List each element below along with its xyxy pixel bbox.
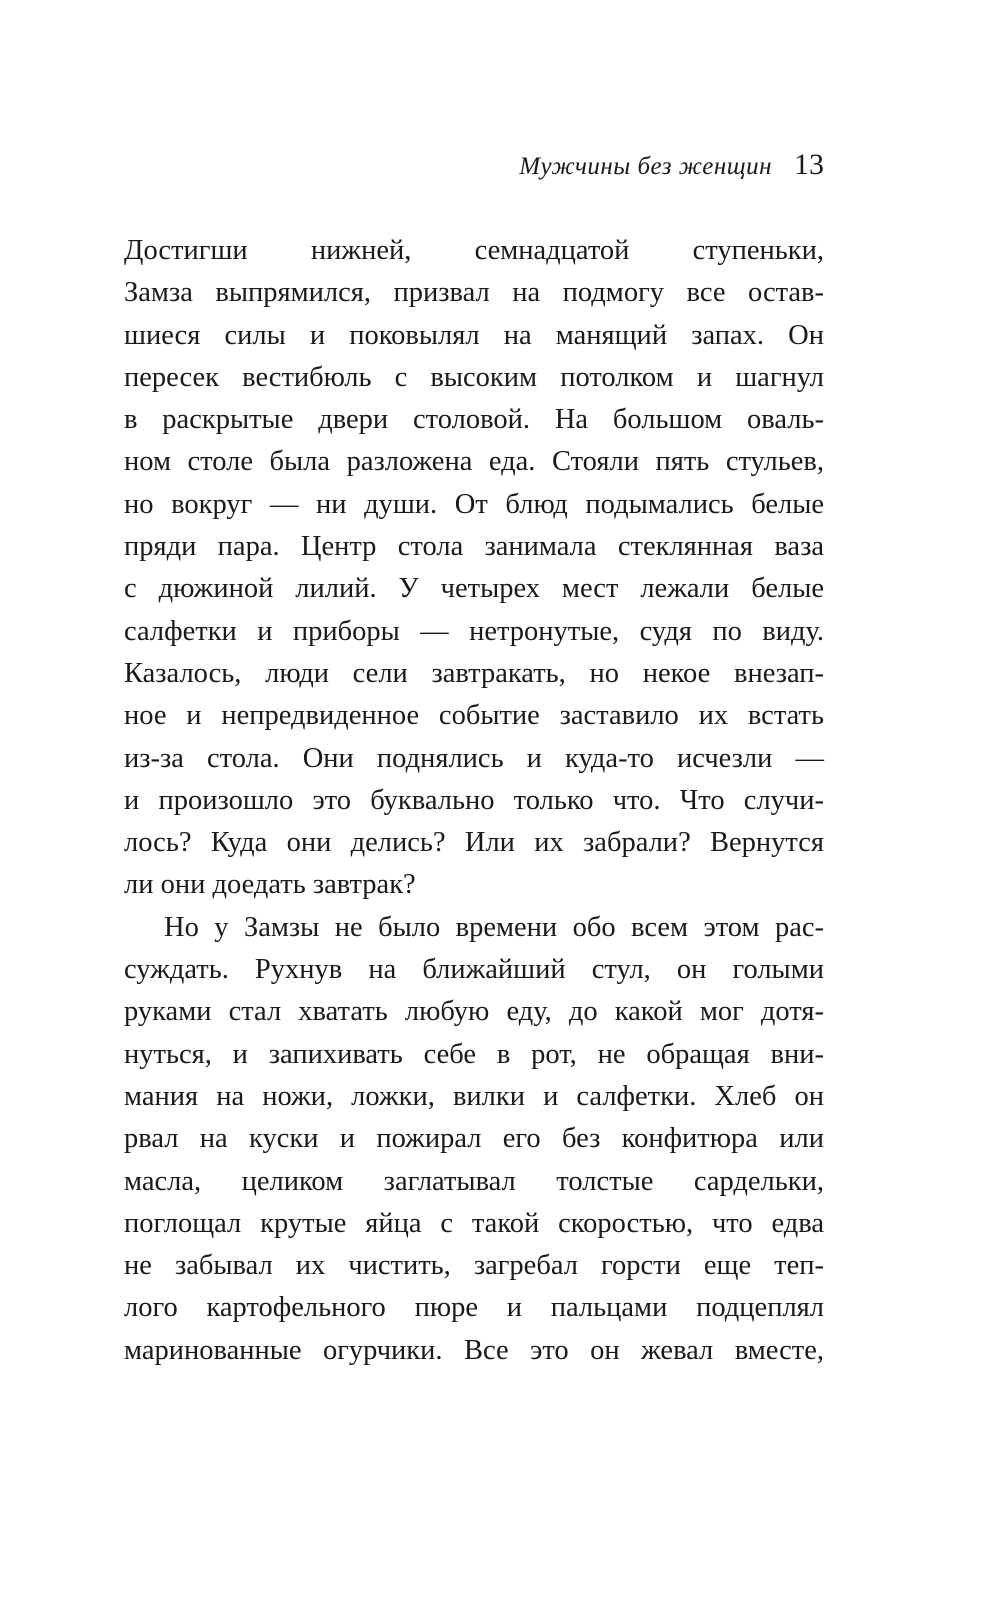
text-line: Но у Замзы не было времени обо всем этом рас- <box>164 911 824 943</box>
text-line: ное и непредвиденное событие заставило их встать <box>124 700 824 732</box>
text-line: Казалось, люди сели завтракать, но некое внезап- <box>124 657 824 689</box>
text-line: поглощал крутые яйца с такой скоростью, что едва <box>124 1207 824 1239</box>
running-head <box>124 148 824 188</box>
text-line: в раскрытые двери столовой. На большом оваль- <box>124 404 824 436</box>
text-line: лось? Куда они делись? Или их забрали? Вернутся <box>124 827 824 859</box>
body-text <box>124 230 824 1372</box>
text-line: не забывал их чистить, загребал горсти еще теп- <box>124 1250 824 1282</box>
text-line: маринованные огурчики. Все это он жевал вместе, <box>124 1334 824 1366</box>
text-line: но вокруг — ни души. От блюд подымались белые <box>124 488 824 520</box>
text-line: мания на ножи, ложки, вилки и салфетки. Хлеб он <box>124 1080 824 1112</box>
text-line: нуться, и запихивать себе в рот, не обращая вни- <box>124 1038 824 1070</box>
text-line: лого картофельного пюре и пальцами подцеплял <box>124 1292 824 1324</box>
text-line: пересек вестибюль с высоким потолком и шагнул <box>124 361 824 393</box>
text-line: Замза выпрямился, призвал на подмогу все остав- <box>124 277 824 309</box>
paragraph-2 <box>124 907 824 1372</box>
text-line: пряди пара. Центр стола занимала стеклянная ваза <box>124 531 824 563</box>
text-line: масла, целиком заглатывал толстые сардельки, <box>124 1165 824 1197</box>
paragraph-1 <box>124 230 824 907</box>
text-line: ли они доедать завтрак? <box>124 869 416 901</box>
text-line: Достигши нижней, семнадцатой ступеньки, <box>124 235 824 266</box>
text-line: суждать. Рухнув на ближайший стул, он голыми <box>124 954 824 986</box>
text-line: шиеся силы и поковылял на манящий запах. Он <box>124 319 824 351</box>
text-line: ном столе была разложена еда. Стояли пять стульев, <box>124 446 824 478</box>
text-line: из-за стола. Они поднялись и куда-то исчезли — <box>124 742 824 774</box>
text-line: рвал на куски и пожирал его без конфитюра или <box>124 1123 824 1155</box>
running-title: Мужчины без женщин <box>519 153 772 180</box>
text-line: руками стал хватать любую еду, до какой мог дотя- <box>124 996 824 1028</box>
page-number: 13 <box>794 148 824 181</box>
text-line: и произошло это буквально только что. Что случи- <box>124 784 824 816</box>
text-line: салфетки и приборы — нетронутые, судя по виду. <box>124 615 824 647</box>
text-line: с дюжиной лилий. У четырех мест лежали белые <box>124 573 824 605</box>
